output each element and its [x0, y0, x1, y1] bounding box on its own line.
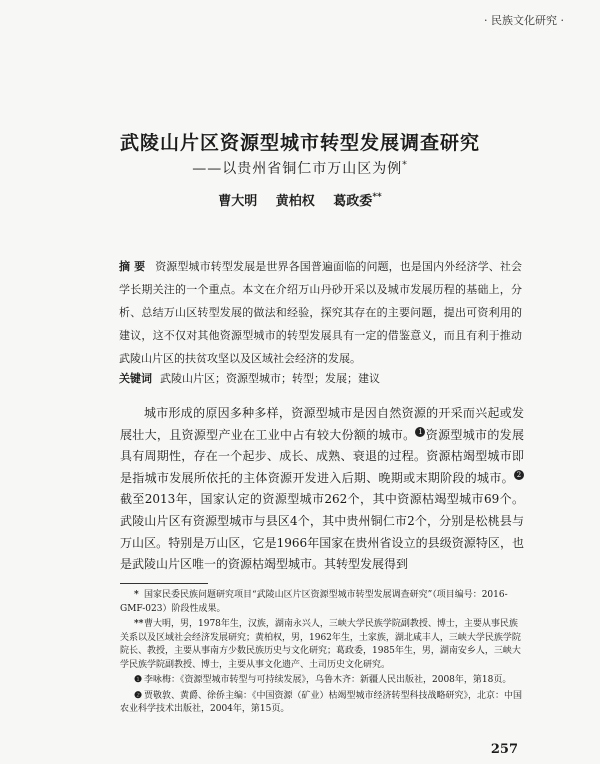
page-number: 257	[490, 742, 518, 757]
subtitle-text: ——以贵州省铜仁市万山区为例	[192, 161, 403, 177]
footnote-divider	[120, 583, 208, 584]
subtitle-footnote-mark: *	[402, 160, 408, 171]
body-text-1: 城市形成的原因多种多样，资源型城市是因自然资源的开采而兴起或发展壮大，且资源型产业在工业中占有较大份额的城市。	[120, 406, 524, 442]
keywords-text: 武陵山片区；资源型城市；转型；发展；建议	[160, 372, 380, 385]
footnote-text: 曹大明，男，1978年生，汉族，湖南永兴人，三峡大学民族学院副教授、博士，主要从事民族关系以及区域社会经济发展研究；黄柏权，男，1962年生，土家族，湖北咸丰人，三峡大学民族学院院长、教授，主要从事南方少数民族历史与文化研究；葛政委，1985年生，男，湖南安乡人，三峡大学民族学院副教授、博士，主要从事文化遗产、土司历史文化研究。	[120, 619, 521, 670]
footnote-item	[120, 674, 524, 688]
abstract	[119, 255, 522, 370]
footnote-ref-1[interactable]: 1	[415, 427, 425, 437]
article-title: 武陵山片区资源型城市转型发展调查研究	[119, 132, 480, 154]
footnote-item	[120, 589, 524, 616]
article-subtitle	[0, 158, 600, 178]
footnote-mark: *	[134, 590, 139, 600]
footnote-mark: **	[134, 619, 144, 629]
footnote-item	[120, 618, 524, 672]
abstract-text: 资源型城市转型发展是世界各国普遍面临的问题，也是国内外经济学、社会学长期关注的一个重点。本文在介绍万山丹砂开采以及城市发展历程的基础上，分析、总结万山区转型发展的做法和经验，探究其存在的主要问题，提出可资利用的建议，这不仅对其他资源型城市的转型发展具有一定的借鉴意义，而且有利于推动武陵山片区的扶贫攻坚以及区域社会经济的发展。	[119, 260, 522, 365]
footnote-mark: ❶	[134, 675, 143, 685]
keywords-label: 关键词	[119, 372, 152, 385]
author-names: 曹大明 黄柏权 葛政委	[218, 194, 373, 209]
footnote-ref-2[interactable]: 2	[514, 470, 524, 480]
footnote-item	[120, 690, 524, 717]
footnote-mark: ❷	[134, 690, 143, 701]
body-text-2: 资源型城市的发展具有周期性，存在一个起步、成长、成熟、衰退的过程。资源枯竭型城市即是指城市发展所依托的主体资源开发进入后期、晚期或末期阶段的城市。	[120, 427, 524, 485]
footnote-text: 国家民委民族问题研究项目“武陵山区片区资源型城市转型发展调查研究”（项目编号：2016-GMF-023）阶段性成果。	[120, 590, 508, 614]
footnote-text: 李咏梅：《资源型城市转型与可持续发展》，乌鲁木齐：新疆人民出版社，2008年，第18页。	[144, 675, 512, 685]
author-line	[0, 190, 600, 209]
journal-section-header: · 民族文化研究 ·	[484, 14, 564, 27]
footnote-text: 贾敬敦、黄爵、徐侨主编：《中国资源（矿业）枯竭型城市经济转型科技战略研究》，北京：中国农业科学技术出版社，2004年，第15页。	[120, 690, 523, 714]
author-footnote-mark: **	[372, 192, 382, 203]
keywords	[119, 369, 522, 389]
abstract-label: 摘 要	[119, 260, 146, 273]
footnotes	[120, 589, 524, 719]
body-paragraph	[120, 403, 524, 576]
body-text-3: 截至2013年，国家认定的资源型城市262个，其中资源枯竭型城市69个。武陵山片区有资源型城市与县区4个，其中贵州铜仁市2个，分别是松桃县与万山区。特别是万山区，它是1966年国家在贵州省设立的县级资源特区，也是武陵山片区唯一的资源枯竭型城市。其转型发展得到	[120, 492, 524, 572]
